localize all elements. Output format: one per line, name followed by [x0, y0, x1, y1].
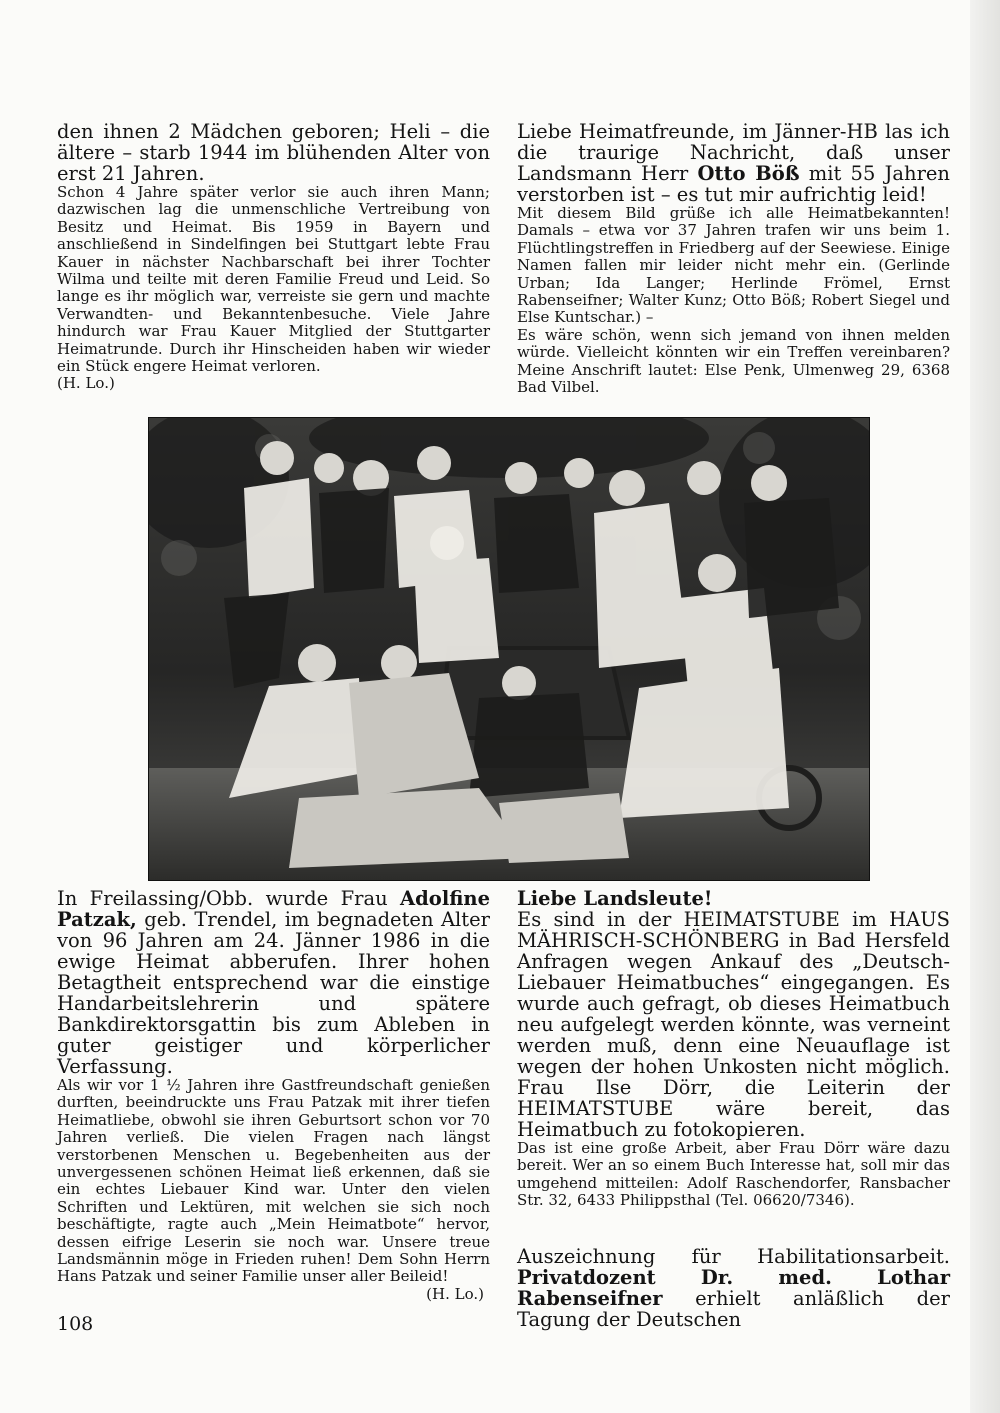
kauer-body: Schon 4 Jahre später verlor sie auch ihren Mann; dazwischen lag die unmenschliche Vertreibung von Besitz und Heimat. Bis 1959 in Bayern und anschließend in Sindelfingen bei Stuttgart lebte Frau Kauer in nächster Nachbarschaft bei ihrer Tochter Wilma und teilte mit deren Familie Freud und Leid. So lange es ihr möglich war, verreiste sie gern und machte Verwandten- und Bekanntenbesuche. Viele Jahre hindurch war Frau Kauer Mitglied der Stuttgarter Heimatrunde. Durch ihr Hinscheiden haben wir wieder ein Stück engere Heimat verloren.	[57, 183, 490, 376]
award-text-end: erhielt anläßlich der Tagung der Deutschen	[517, 1286, 950, 1331]
patzak-name: Adolfine Patzak,	[57, 887, 490, 931]
kauer-signature: (H. Lo.)	[57, 374, 115, 393]
article-photo-greeting	[517, 121, 950, 396]
page-number: 108	[57, 1313, 94, 1335]
article-patzak-obituary	[57, 888, 490, 1303]
patzak-intro-text: In Freilassing/Obb. wurde Frau	[57, 887, 401, 910]
spacer	[517, 1210, 950, 1246]
patzak-body-text: Als wir vor 1 ½ Jahren ihre Gastfreundschaft genießen durften, beeindruckte uns Frau Patzak mit ihrer tiefen Heimatliebe, obwohl sie ihren Geburtsort schon vor 70 Jahren verließ. Die vielen Fragen nach längst verstorbenen Menschen u. Begebenheiten aus der unvergessenen schönen Heimat ließ erkennen, daß sie ein echtes Liebauer Kind war. Unter den vielen Schriften und Lektüren, mit welchen sie sich noch beschäftigte, ragte auch „Mein Heimatbote“ hervor, dessen eifrige Leserin sie noch war. Unsere treue Landsmännin möge in Frieden ruhen! Dem Sohn Herrn Hans Patzak und seiner Familie unser aller Beileid!	[57, 1076, 490, 1286]
group-photo-illustration	[149, 418, 869, 880]
greeting-intro	[517, 121, 950, 205]
group-photo	[148, 417, 870, 881]
greeting-intro-text-end: mit 55 Jahren verstorben ist – es tut mir aufrichtig leid!	[517, 162, 950, 206]
award-notice	[517, 1246, 950, 1330]
notice-body: Das ist eine große Arbeit, aber Frau Dörr wäre dazu bereit. Wer an so einem Buch Interesse hat, soll mir das umgehend mitteilen: Adolf Raschendorfer, Ransbacher Str. 32, 6433 Philippsthal (Tel. 06620/7346).	[517, 1139, 950, 1210]
award-name: Privatdozent Dr. med. Lothar Rabenseifner	[517, 1265, 950, 1310]
notice-heading-text: Liebe Landsleute!	[517, 887, 713, 910]
patzak-intro-text-end: geb. Trendel, im begnadeten Alter von 96 Jahren am 24. Jänner 1986 in die ewige Heimat abberufen. Ihrer hohen Betagtheit entsprechend war die einstige Handarbeitslehrerin und spätere Bankdirektorsgattin bis zum Ableben in guter geistiger und körperlicher Verfassung.	[57, 908, 490, 1078]
scan-page-edge	[970, 0, 1000, 1413]
kauer-intro: den ihnen 2 Mädchen geboren; Heli – die ältere – starb 1944 im blühenden Alter von erst 21 Jahren.	[57, 120, 490, 185]
notice-heading	[517, 888, 950, 909]
greeting-intro-text: Liebe Heimatfreunde, im Jänner-HB las ich die traurige Nachricht, daß unser Landsmann Herr	[517, 120, 950, 185]
notice-intro: Es sind in der HEIMATSTUBE im HAUS MÄHRISCH-SCHÖNBERG in Bad Hersfeld Anfragen wegen Ankauf des „Deutsch-Liebauer Heimatbuches“ eingegangen. Es wurde auch gefragt, ob dieses Heimatbuch neu aufgelegt werden könnte, was verneint werden muß, denn eine Neuauflage ist wegen der hohen Unkosten nicht möglich. Frau Ilse Dörr, die Leiterin der HEIMATSTUBE wäre bereit, das Heimatbuch zu fotokopieren.	[517, 908, 950, 1141]
patzak-intro	[57, 888, 490, 1077]
patzak-signature: (H. Lo.)	[426, 1284, 484, 1303]
greeting-body: Mit diesem Bild grüße ich alle Heimatbekannten! Damals – etwa vor 37 Jahren trafen wir uns beim 1. Flüchtlingstreffen in Friedberg auf der Seewiese. Einige Namen fallen mir leider nicht mehr ein. (Gerlinde Urban; Ida Langer; Herlinde Frömel, Ernst Rabenseifner; Walter Kunz; Otto Böß; Robert Siegel und Else Kuntschar.) –	[517, 204, 950, 327]
article-kauer-continued	[57, 121, 490, 393]
greeting-intro-name: Otto Böß	[697, 162, 800, 185]
article-heimatbuch-notice	[517, 888, 950, 1330]
award-text: Auszeichnung für Habilitationsarbeit.	[517, 1244, 950, 1268]
greeting-body-2: Es wäre schön, wenn sich jemand von ihnen melden würde. Vielleicht könnten wir ein Treffen vereinbaren? Meine Anschrift lautet: Else Penk, Ulmenweg 29, 6368 Bad Vilbel.	[517, 325, 950, 397]
patzak-body	[57, 1076, 490, 1303]
